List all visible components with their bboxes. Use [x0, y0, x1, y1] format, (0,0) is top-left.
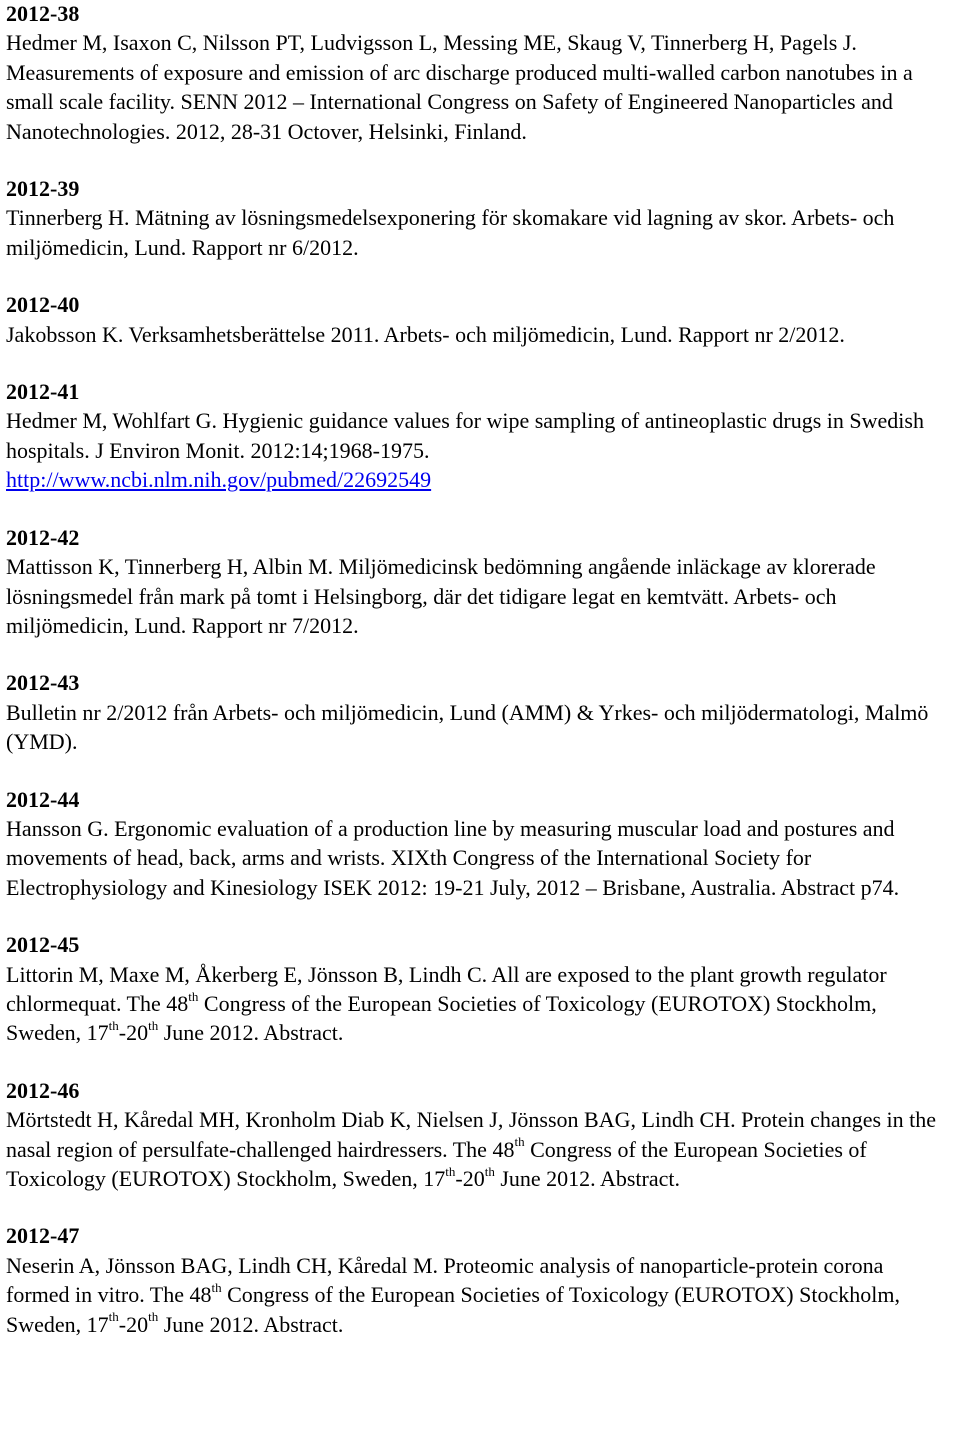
ordinal-superscript: th [148, 1018, 159, 1034]
ordinal-superscript: th [514, 1134, 525, 1150]
entry-text [6, 960, 946, 1048]
entry-id: 2012-47 [6, 1223, 80, 1249]
reference-entry-2012-38 [6, 0, 946, 146]
entry-text: Hansson G. Ergonomic evaluation of a production line by measuring muscular load and postures and movements of head, back, arms and wrists. XIXth Congress of the International Society for Electrophysiology and Kinesiology ISEK 2012: 19-21 July, 2012 – Brisbane, Australia. Abstract p74. [6, 815, 900, 900]
ordinal-superscript: th [211, 1279, 222, 1295]
text-segment: Littorin M, Maxe M, Åkerberg E, Jönsson B, Lindh C. All are exposed to the plant growth regulator chlormequat. The 48 [6, 961, 887, 1016]
text-segment: -20 [455, 1166, 485, 1191]
entry-text [6, 1251, 946, 1339]
ordinal-superscript: th [445, 1163, 456, 1179]
entry-id: 2012-42 [6, 524, 80, 550]
text-segment: Congress of the European Societies of Toxicology (EUROTOX) Stockholm, Sweden, 17 [6, 990, 877, 1046]
ordinal-superscript: th [484, 1163, 495, 1179]
entry-id: 2012-44 [6, 786, 80, 812]
entry-text: Bulletin nr 2/2012 från Arbets- och miljömedicin, Lund (AMM) & Yrkes- och miljödermatologi, Malmö (YMD). [6, 699, 929, 755]
text-segment: June 2012. Abstract. [158, 1311, 344, 1337]
text-segment: Mörtstedt H, Kåredal MH, Kronholm Diab K, Nielsen J, Jönsson BAG, Lindh CH. Protein changes in the nasal region of persulfate-challenged hairdressers. The 48 [6, 1107, 937, 1162]
ordinal-superscript: th [108, 1309, 119, 1325]
ordinal-superscript: th [188, 988, 199, 1004]
entry-id: 2012-41 [6, 379, 80, 405]
entry-text [6, 1105, 946, 1193]
pubmed-link[interactable]: http://www.ncbi.nlm.nih.gov/pubmed/22692549 [6, 467, 432, 493]
text-segment: -20 [118, 1020, 149, 1046]
entry-text: Hedmer M, Wohlfart G. Hygienic guidance values for wipe sampling of antineoplastic drugs in Swedish hospitals. J Environ Monit. 2012:14;1968-1975. [6, 408, 924, 463]
text-segment: June 2012. Abstract. [494, 1166, 680, 1191]
entry-id: 2012-46 [6, 1077, 80, 1103]
text-segment: June 2012. Abstract. [158, 1020, 344, 1046]
entry-id: 2012-40 [6, 292, 80, 318]
text-segment: Congress of the European Societies of Toxicology (EUROTOX) Stockholm, Sweden, 17 [6, 1282, 900, 1337]
entry-text: Hedmer M, Isaxon C, Nilsson PT, Ludvigsson L, Messing ME, Skaug V, Tinnerberg H, Pagels J. Measurements of exposure and emission of arc discharge produced multi-walled carbon nanotubes in a small scale facility. SENN 2012 – International Congress on Safety of Engineered Nanoparticles and Nanotechnologies. 2012, 28-31 Octover, Helsinki, Finland. [6, 30, 913, 144]
entry-id: 2012-38 [6, 1, 80, 26]
reference-entry-2012-42 [6, 523, 946, 641]
entry-id: 2012-45 [6, 932, 80, 958]
entry-id: 2012-43 [6, 670, 80, 696]
entry-id: 2012-39 [6, 176, 80, 202]
text-segment: Congress of the European Societies of Toxicology (EUROTOX) Stockholm, Sweden, 17 [6, 1136, 867, 1191]
entry-text: Mattisson K, Tinnerberg H, Albin M. Miljömedicinsk bedömning angående inläckage av klorerade lösningsmedel från mark på tomt i Helsingborg, där det tidigare legat en kemtvätt. Arbets- och miljömedicin, Lund. Rapport nr 7/2012. [6, 554, 876, 638]
ordinal-superscript: th [148, 1309, 159, 1325]
reference-entry-2012-41 [6, 377, 946, 495]
reference-entry-2012-47 [6, 1221, 946, 1339]
reference-entry-2012-43 [6, 668, 946, 756]
ordinal-superscript: th [108, 1018, 119, 1034]
reference-entry-2012-40 [6, 290, 946, 349]
reference-entry-2012-45 [6, 930, 946, 1048]
entry-text: Jakobsson K. Verksamhetsberättelse 2011. Arbets- och miljömedicin, Lund. Rapport nr 2/2012. [6, 321, 845, 347]
reference-entry-2012-39 [6, 174, 946, 262]
reference-entry-2012-46 [6, 1076, 946, 1194]
entry-link-line [6, 465, 946, 494]
reference-entry-2012-44 [6, 785, 946, 903]
entry-text: Tinnerberg H. Mätning av lösningsmedelsexponering för skomakare vid lagning av skor. Arbets- och miljömedicin, Lund. Rapport nr 6/2012. [6, 205, 895, 260]
text-segment: -20 [118, 1311, 149, 1337]
text-segment: Neserin A, Jönsson BAG, Lindh CH, Kåredal M. Proteomic analysis of nanoparticle-protein corona formed in vitro. The 48 [6, 1252, 884, 1308]
